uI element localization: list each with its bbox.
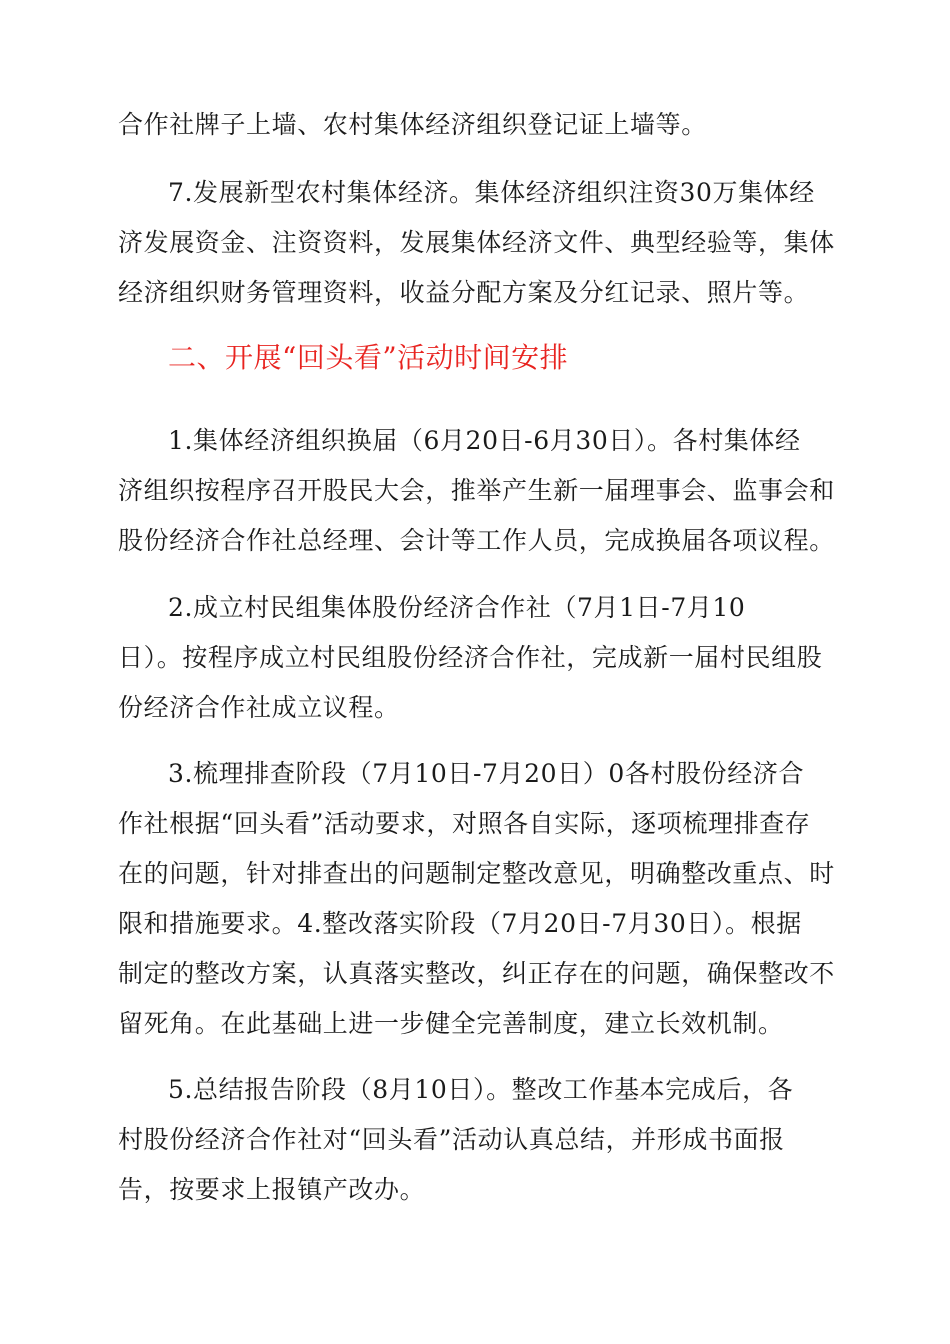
paragraph-line: 份经济合作社成立议程。 — [118, 693, 400, 722]
paragraph-line: 3.梳理排查阶段（7月10日-7月20日）0各村股份经济合 — [168, 759, 805, 788]
paragraph-line: 2.成立村民组集体股份经济合作社（7月1日-7月10 — [168, 593, 746, 622]
paragraph-line: 制定的整改方案，认真落实整改，纠正存在的问题，确保整改不 — [118, 959, 835, 988]
paragraph-line: 合作社牌子上墙、农村集体经济组织登记证上墙等。 — [118, 110, 707, 139]
paragraph-line: 留死角。在此基础上进一步健全完善制度，建立长效机制。 — [118, 1009, 784, 1038]
paragraph-line: 济组织按程序召开股民大会，推举产生新一届理事会、监事会和 — [118, 476, 835, 505]
paragraph-line: 1.集体经济组织换届（6月20日-6月30日）。各村集体经 — [168, 426, 801, 455]
paragraph-line: 股份经济合作社总经理、会计等工作人员，完成换届各项议程。 — [118, 526, 835, 555]
paragraph-line: 村股份经济合作社对“回头看”活动认真总结，并形成书面报 — [118, 1125, 785, 1154]
paragraph-line: 在的问题，针对排查出的问题制定整改意见，明确整改重点、时 — [118, 859, 835, 888]
paragraph-line: 限和措施要求。4.整改落实阶段（7月20日-7月30日）。根据 — [118, 909, 802, 938]
paragraph-line: 作社根据“回头看”活动要求，对照各自实际，逐项梳理排查存 — [118, 809, 811, 838]
section-heading: 二、开展“回头看”活动时间安排 — [168, 341, 569, 374]
paragraph-line: 告，按要求上报镇产改办。 — [118, 1175, 426, 1204]
paragraph-line: 经济组织财务管理资料，收益分配方案及分红记录、照片等。 — [118, 278, 810, 307]
paragraph-line: 日）。按程序成立村民组股份经济合作社，完成新一届村民组股 — [118, 643, 823, 672]
paragraph-line: 济发展资金、注资资料，发展集体经济文件、典型经验等，集体 — [118, 228, 835, 257]
paragraph-line: 7.发展新型农村集体经济。集体经济组织注资30万集体经 — [168, 178, 815, 207]
paragraph-line: 5.总结报告阶段（8月10日）。整改工作基本完成后，各 — [168, 1075, 794, 1104]
